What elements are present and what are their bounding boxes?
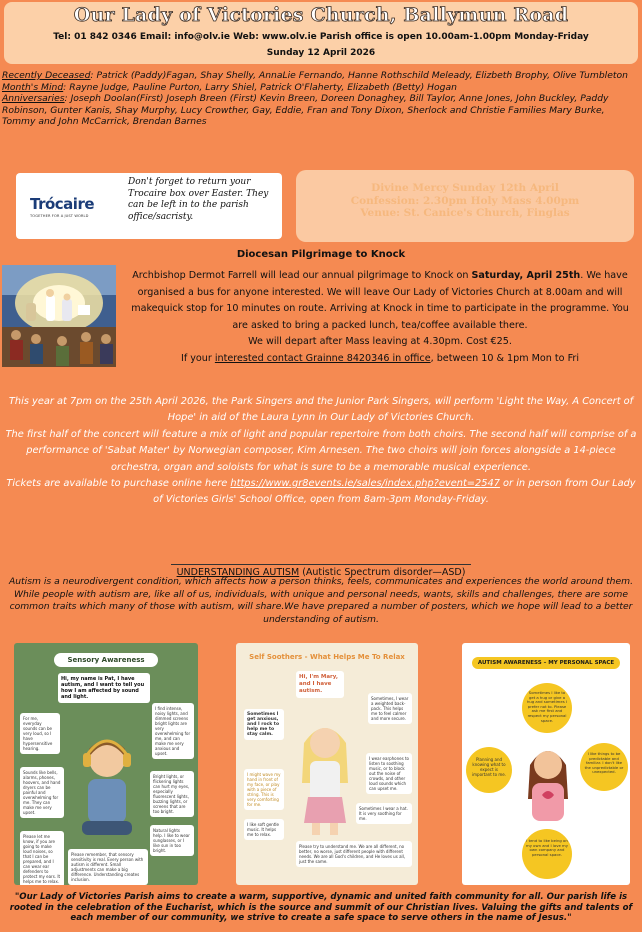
- poster-3-title: AUTISM AWARENESS – MY PERSONAL SPACE: [472, 657, 620, 669]
- poster-1-bubble-6: Please let me know, if you are going to make loud noises, so that I can be prepared, and I can wear ear defenders to protect my ears. It helps me to relax.: [20, 831, 64, 885]
- contact-line: Tel: 01 842 0346 Email: info@olv.ie Web: www.olv.ie Parish office is open 10.00am-1.00pm Monday-Friday: [53, 32, 589, 42]
- knock-p3-a: If your: [180, 352, 215, 364]
- poster-self-soothers: [236, 643, 418, 885]
- poster-sensory-awareness: [14, 643, 198, 885]
- poster-2-title: Self Soothers - What Helps Me To Relax: [249, 653, 405, 661]
- trocaire-text: Don't forget to return your Trocaire box over Easter. They can be left in to the parish office/sacristy.: [128, 177, 269, 222]
- deceased-label: Recently Deceased: [2, 70, 91, 81]
- poster-2-bubble-4: I wear earphones to listen to soothing music, or to block out the noise of crowds, and other loud sounds which can upset me.: [366, 753, 412, 794]
- poster-2-intro: Hi, I'm Mary, and I have autism.: [296, 671, 344, 698]
- mission-statement: "Our Lady of Victories Parish aims to create a warm, supportive, dynamic and united faith community for all. Our parish life is rooted in the celebration of the Eucharist, which is the source and summit of our Christian lives. Valuing the gifts and talents of each member of our community, we strive to create a safe space to serve others in the name of Jesus.": [9, 892, 633, 923]
- tickets-link[interactable]: https://www.gr8events.ie/sales/index.php?event=2547: [230, 478, 500, 490]
- concert-section: [2, 394, 640, 509]
- poster-3-circle-3: I like things to be predictable and familiar. I don't like the unpredictable or unexpected.: [580, 743, 628, 791]
- notices-section: [2, 70, 638, 128]
- poster-3-circle-4: I tend to like being on my own and I love my own company and personal space.: [522, 829, 572, 879]
- mercy-line-3: Venue: St. Canice's Church, Finglas: [360, 207, 570, 219]
- knock-apparition-image: [2, 265, 116, 367]
- concert-p1: This year at 7pm on the 25th April 2026, the Park Singers and the Junior Park Singers, will perform 'Light the Way, A Concert of Hope' in aid of the Laura Lynn in Our Lady of Victories Church.: [8, 396, 634, 424]
- child-hands-heart-illustration: [522, 739, 574, 825]
- poster-2-bubble-5: Sometimes I wear a hat. It is very soothing for me.: [356, 803, 412, 824]
- poster-2-bubble-1: Sometimes I get anxious, and I rock to help me to stay calm.: [244, 709, 284, 740]
- months-mind-label: Month's Mind: [2, 81, 64, 93]
- concert-p3-b: or in person from Our Lady of Victories Girls' School Office, open from 8am-3pm Monday-Friday.: [153, 478, 636, 506]
- divider: [171, 564, 471, 565]
- autism-title-main: UNDERSTANDING AUTISM: [176, 567, 300, 578]
- months-mind-list: : Rayne Judge, Pauline Purton, Larry Shiel, Patrick O'Flaherty, Elizabeth (Betty) Hogan: [63, 81, 457, 93]
- poster-3-circle-1: Sometimes I like to get a hug or give a hug and sometimes I prefer not to. Please ask me first and respect my personal space.: [522, 683, 572, 733]
- poster-2-bubble-3: I might wave my hand in front of my face, or play with a piece of string. This is very comforting for me.: [244, 769, 284, 810]
- poster-1-bubble-5: Natural lights help. I like to wear sunglasses, or I like sun in too bright.: [150, 825, 194, 856]
- poster-1-bubble-4: Bright lights, or flickering lights can hurt my eyes, especially fluorescent lights, buzzing lights, or screens that are too bright.: [150, 771, 194, 817]
- poster-1-intro: Hi, my name is Pat, I have autism, and I want to tell you how I am affected by sound and light.: [58, 673, 150, 703]
- knock-details: [124, 268, 636, 367]
- poster-1-bubble-3: Sounds like bells, alarms, phones, hoovers, and hand dryers can be painful and overwhelming for me. They can make me very upset.: [20, 767, 64, 818]
- trocaire-notice: [16, 173, 282, 239]
- concert-p3-a: Tickets are available to purchase online here: [6, 478, 231, 490]
- anniversaries-list: : Joseph Doolan(First) Joseph Breen (First) Kevin Breen, Doreen Donaghey, Bill Taylor, Anne Jones, John Buckley, Paddy Robinson, Gunter Kanis, Shay Murphy, Lucy Crowther, Gay, Eddie, Fran and Tony Dixon, Sherlock and Christie Families Mary Burke, Tommy and John McCarrick, Brendan Barnes: [2, 93, 609, 127]
- autism-text: Autism is a neurodivergent condition, which affects how a person thinks, feels, communicates and experiences the world around them. While people with autism are, like all of us, individuals, with unique and personal needs, wants, skills and challenges, there are some common traits which many of those with autism, will share.We have prepared a number of posters, which we hope will lead to a better understanding of autism.: [8, 576, 634, 625]
- deceased-list: : Patrick (Paddy)Fagan, Shay Shelly, AnnaLie Fernando, Hanne Rothschild Meleady, Elizbeth Brophy, Olive Tumbleton: [90, 70, 628, 81]
- poster-personal-space: [462, 643, 630, 885]
- knock-p1-c: . We have organised a bus for anyone interested. We will leave Our Lady of Victories Church at 8.00am and will makequick stop for 10 minutes on route. Arriving at Knock in time to participate in the programme. You are asked to bring a packed lunch, tea/coffee available there.: [131, 270, 629, 331]
- mercy-line-2: Confession: 2.30pm Holy Mass 4.00pm: [350, 194, 580, 207]
- knock-contact: interested contact Grainne 8420346 in office: [214, 352, 431, 364]
- poster-2-bubble-7: Please try to understand me. We are all different, no better, no worse, just different people with different needs. We are all God's children, and He loves us all, just the same.: [296, 841, 412, 867]
- girl-illustration: [292, 713, 358, 837]
- knock-departure: We will depart after Mass leaving at 4.30pm. Cost €25.: [248, 336, 512, 347]
- poster-1-bubble-1: For me, everyday sounds can be very loud, so I have hypersensitive hearing.: [20, 713, 60, 754]
- poster-2-bubble-6: I like soft gentle music. It helps me to relax.: [244, 819, 284, 840]
- trocaire-logo: [30, 195, 122, 225]
- knock-date: Saturday, April 25th: [471, 270, 581, 281]
- trocaire-logo-word: Trócaire: [30, 195, 95, 213]
- poster-3-circle-2: Planning and knowing what to expect is important to me.: [466, 747, 512, 793]
- poster-2-bubble-2: Sometimes, I wear a weighted back-pack. This helps me to feel calmer and more secure.: [368, 693, 412, 724]
- page-title: Our Lady of Victories Church, Ballymun Road: [73, 4, 569, 26]
- knock-p3-c: , between 10 & 1pm Mon to Fri: [430, 352, 580, 364]
- knock-p1-a: Archbishop Dermot Farrell will lead our annual pilgrimage to Knock on: [132, 270, 472, 281]
- boy-with-headphones-illustration: [74, 731, 140, 839]
- concert-p2: The first half of the concert will feature a mix of light and popular repertoire from both choirs. The second half will comprise of a performance of 'Sabat Mater' by Norwegian composer, Kim Arnesen. The two choirs will join forces alongside a 14-piece orchestra, organ and soloists for what is sure to be a memorable musical experience.: [5, 428, 637, 473]
- poster-1-bubble-7: Please remember, that sensory sensitivity is real. Every person with autism is different. Small adjustments can make a big difference. Understanding creates inclusion.: [68, 849, 148, 885]
- header-banner: [4, 2, 638, 64]
- knock-title: Diocesan Pilgrimage to Knock: [236, 249, 406, 260]
- divine-mercy-notice: [296, 170, 634, 242]
- bulletin-date: Sunday 12 April 2026: [266, 48, 376, 58]
- autism-title-sub: (Autistic Spectrum disorder—ASD): [299, 567, 466, 578]
- poster-1-bubble-2: I find intense, noisy lights, and dimmed screens bright lights are very overwhelming for me, and can make me very anxious and upset.: [152, 703, 194, 759]
- mercy-line-1: Divine Mercy Sunday 12th April: [371, 182, 559, 194]
- trocaire-tagline: TOGETHER FOR A JUST WORLD: [30, 214, 89, 218]
- poster-1-title: Sensory Awareness: [54, 653, 158, 667]
- anniversaries-label: Anniversaries: [2, 93, 65, 104]
